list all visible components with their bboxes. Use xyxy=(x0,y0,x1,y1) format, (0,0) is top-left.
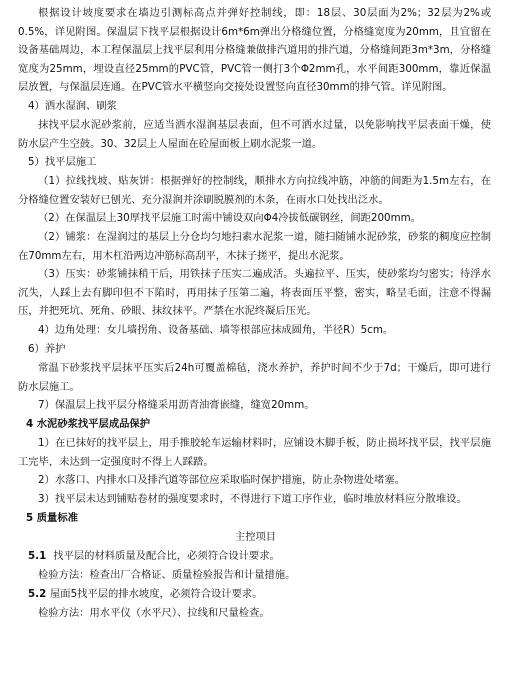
section-title-main-items: 主控项目 xyxy=(234,531,277,543)
paragraph-protection-2: 2）水落口、内排水口及排汽道等部位应采取临时保护措施，防止杂物进处堵塞。 xyxy=(38,474,405,486)
paragraph-leveling-step2: （2）在保温层上30厚找平层施工时需中铺设双向Φ4冷拔低碳钢丝，间距200mm。 xyxy=(38,212,421,224)
paragraph-curing: 常温下砂浆找平层抹平压实后24h可覆盖棉毡，浇水养护，养护时间不少于7d；干燥后，即可进行防水层施工。 xyxy=(18,362,491,393)
quality-item-5-1-check: 检验方法：检查出厂合格证、质量检验报告和计量措施。 xyxy=(38,569,296,581)
quality-item-5-2-check: 检验方法：用水平仪（水平尺）、拉线和尺量检查。 xyxy=(38,607,270,619)
quality-item-number: 5.1 xyxy=(28,550,47,562)
paragraph-leveling-step4: （3）压实：砂浆铺抹稍干后，用铁抹子压实二遍成活。头遍拉平、压实，使砂浆均匀密实；待浮水沉失，人踩上去有脚印但不下陷时，再用抹子压第二遍，将表面压平整，密实，略呈毛面，注意不得漏压，并把死坑、死角、砂眼、抹纹抹平。严禁在水泥终凝后压光。 xyxy=(18,268,491,318)
heading-leveling: 5）找平层施工 xyxy=(28,156,97,168)
heading-protection: 4 水泥砂浆找平层成品保护 xyxy=(26,418,151,430)
paragraph-leveling-step1: （1）拉线找坡、贴灰饼：根据弹好的控制线，顺排水方向拉线冲筋，冲筋的间距为1.5m左右，在分格缝位置安装好已刨光、充分湿润并涂刷脱膜剂的木条，在雨水口处找出泛水。 xyxy=(18,175,491,206)
paragraph-wetting: 抹找平层水泥砂浆前，应适当洒水湿润基层表面，但不可洒水过量，以免影响找平层表面干燥，使防水层产生空鼓。30、32层上人屋面在砼屋面板上刷水泥浆一道。 xyxy=(18,119,491,150)
quality-item-text: 屋面5找平层的排水坡度，必须符合设计要求。 xyxy=(50,588,263,600)
paragraph-joint-sealing: 7）保温层上找平层分格缝采用沥青油膏嵌缝，缝宽20mm。 xyxy=(38,399,315,411)
paragraph-protection-3: 3）找平层未达到铺贴卷材的强度要求时，不得进行下道工序作业，临时堆放材料应分散堆设。 xyxy=(38,493,467,505)
heading-quality-standard: 5 质量标准 xyxy=(26,512,78,524)
quality-item-text: 找平层的材料质量及配合比，必须符合设计要求。 xyxy=(53,550,280,562)
paragraph-leveling-step3: （2）铺浆：在湿润过的基层上分仓均匀地扫素水泥浆一道，随扫随铺水泥砂浆，砂浆的稠度应控制在70mm左右，用木杠沿两边冲筋标高刮平，木抹子搓平，提出水泥浆。 xyxy=(18,231,491,262)
paragraph-corner-treatment: 4）边角处理：女儿墙拐角、设备基础、墙等根部应抹成圆角，半径R）5cm。 xyxy=(38,324,394,336)
heading-curing: 6）养护 xyxy=(28,343,66,355)
heading-wetting: 4）洒水湿润、刷浆 xyxy=(28,100,117,112)
quality-item-number: 5.2 xyxy=(28,588,47,600)
quality-item-5-2 xyxy=(0,585,511,604)
paragraph-slope-control: 根据设计坡度要求在墙边引测标高点并弹好控制线，即：18层、30层面为2%；32层为2%或0.5%，详见附图。保温层下找平层根据设计6m*6m弹出分格缝位置，分格缝宽度为20mm，且宜留在设备基础周边，本工程保温层上找平层利用分格缝兼做排汽道用的排汽道，分格缝间距3m*3m，分格缝宽度为25mm，埋设直径25mm的PVC管，PVC管一侧打3个Φ2mm孔，水平间距300mm，靠近保温层放置，与保温层连通。在PVC管水平横竖向交接处设置竖向直径30mm的排气管。详见附图。 xyxy=(18,7,491,94)
paragraph-protection-1: 1）在已抹好的找平层上，用手推胶轮车运输材料时，应铺设木脚手板，防止损坏找平层，找平层施工完毕，未达到一定强度时不得上人踩踏。 xyxy=(18,437,491,468)
quality-item-5-1 xyxy=(0,547,511,566)
